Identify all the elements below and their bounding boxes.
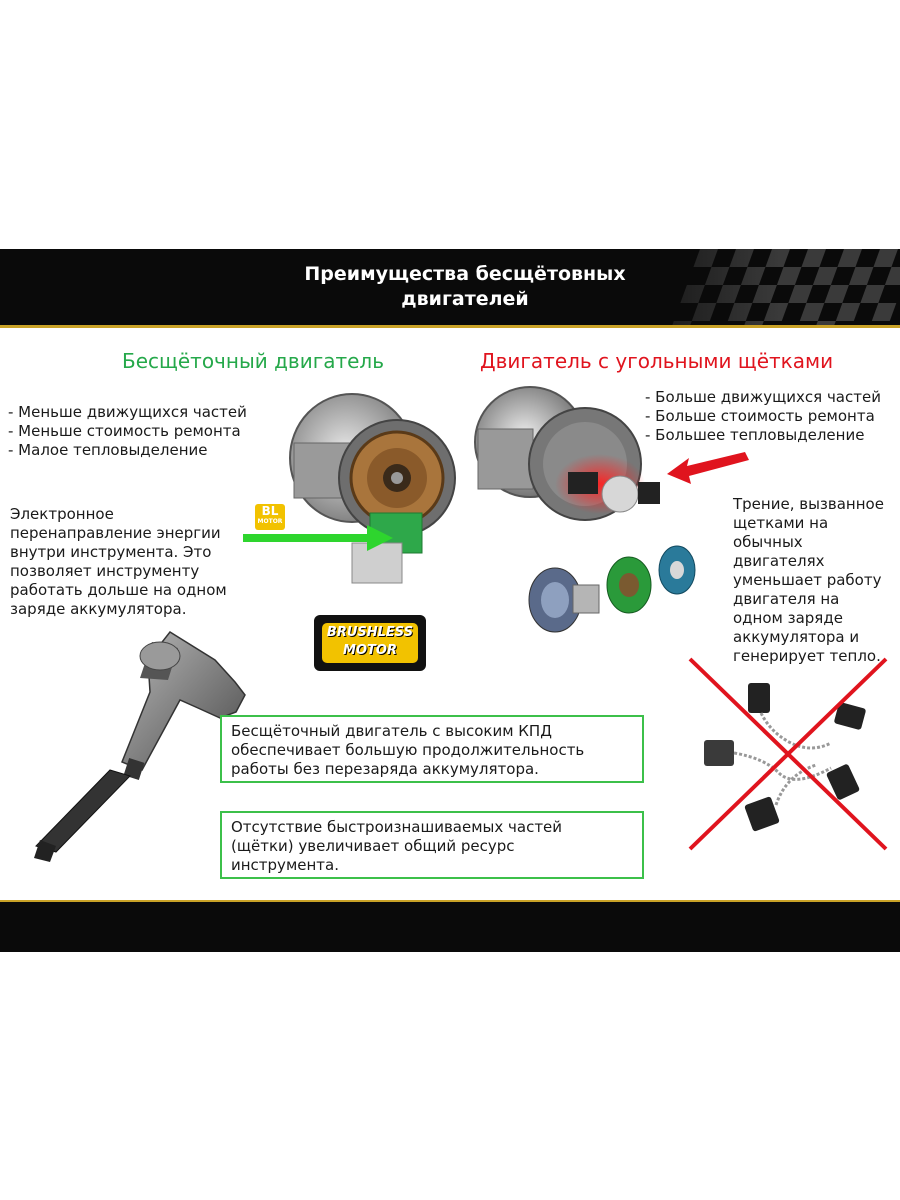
list-item: - Меньше движущихся частей xyxy=(8,403,247,421)
banner-gold-line xyxy=(0,325,900,328)
brushless-benefits-list xyxy=(8,403,247,460)
list-item: - Больше стоимость ремонта xyxy=(645,407,875,425)
brushed-description: Трение, вызванное щетками на обычных двигателях уменьшает работу двигателя на одном заряде аккумулятора и генерирует тепло. xyxy=(733,495,884,665)
brushless-badge-label: BRUSHLESS xyxy=(326,625,414,640)
brushed-heading: Двигатель с угольными щётками xyxy=(480,349,834,373)
brushed-motor-image xyxy=(470,384,670,524)
green-arrow-icon xyxy=(243,525,393,551)
page-title: Преимущества бесщётовных двигателей xyxy=(304,263,626,310)
crossed-out-brushes-image xyxy=(686,655,891,855)
brushless-motor-image xyxy=(282,388,472,588)
durability-note-box: Отсутствие быстроизнашиваемых частей (щётки) увеличивает общий ресурс инструмента. xyxy=(220,811,644,879)
red-arrow-icon xyxy=(667,450,749,484)
brushless-description: Электронное перенаправление энергии внутри инструмента. Это позволяет инструменту работать дольше на одном заряде аккумулятора. xyxy=(10,505,227,618)
list-item: - Больше движущихся частей xyxy=(645,388,881,406)
brushed-drawbacks-list xyxy=(645,388,881,445)
bl-badge-label: BL xyxy=(261,504,279,518)
motor-parts-image xyxy=(525,540,700,635)
brushless-motor-badge xyxy=(314,615,426,671)
list-item: - Меньше стоимость ремонта xyxy=(8,422,241,440)
efficiency-note-box: Бесщёточный двигатель с высоким КПД обеспечивает большую продолжительность работы без перезаряда аккумулятора. xyxy=(220,715,644,783)
footer-bar xyxy=(0,902,900,952)
list-item: - Малое тепловыделение xyxy=(8,441,208,459)
list-item: - Большее тепловыделение xyxy=(645,426,865,444)
brushless-badge-sublabel: MOTOR xyxy=(343,643,397,658)
brushless-heading: Бесщёточный двигатель xyxy=(122,349,384,373)
bl-badge-sublabel: MOTOR xyxy=(257,518,283,525)
